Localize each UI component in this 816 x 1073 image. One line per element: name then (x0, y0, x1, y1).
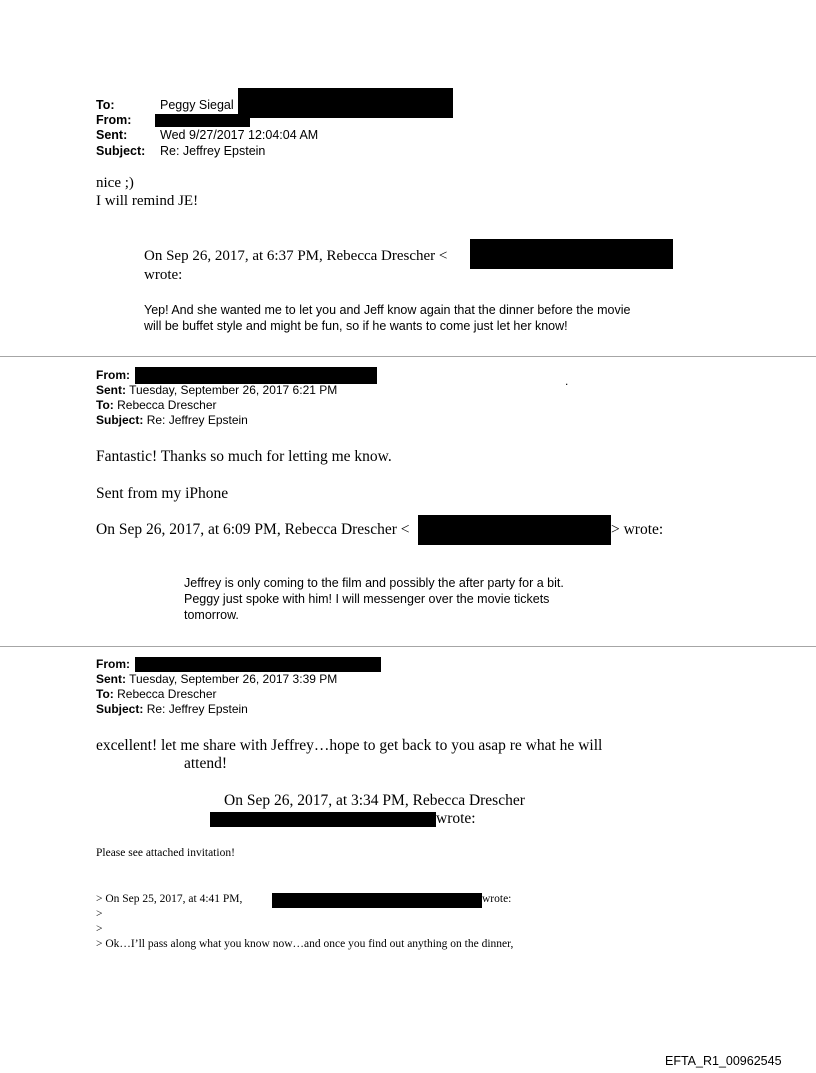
quoted-line: > (96, 923, 103, 935)
quoted-line: > Ok…I’ll pass along what you know now…and once you find out anything on the dinner, (96, 938, 514, 950)
to-value: Peggy Siegal (160, 98, 234, 112)
redaction-box (418, 515, 611, 545)
body-text: nice ;) (96, 175, 134, 191)
from-label: From: (96, 113, 132, 127)
divider (0, 646, 816, 647)
quoted-message: Please see attached invitation! (96, 847, 235, 859)
sent-line: Sent: Tuesday, September 26, 2017 6:21 PM (96, 383, 338, 397)
quote-header: wrote: (144, 267, 183, 283)
document-id: EFTA_R1_00962545 (665, 1054, 782, 1068)
redaction-box (470, 239, 673, 269)
from-label: From: (96, 368, 130, 382)
from-label: From: (96, 657, 130, 671)
redaction-box (210, 812, 436, 827)
stray-dot: . (565, 374, 569, 388)
quoted-message: Peggy just spoke with him! I will messenger over the movie tickets (184, 592, 550, 606)
quoted-message: tomorrow. (184, 608, 239, 622)
redaction-box (135, 657, 381, 672)
redaction-box (272, 893, 482, 908)
quote-header: On Sep 26, 2017, at 6:09 PM, Rebecca Drescher < (96, 521, 410, 538)
to-line: To: Rebecca Drescher (96, 398, 217, 412)
sent-label: Sent: (96, 128, 128, 142)
sent-line: Sent: Tuesday, September 26, 2017 3:39 PM (96, 672, 338, 686)
redaction-box (135, 367, 377, 384)
subject-line: Subject: Re: Jeffrey Epstein (96, 702, 248, 716)
subject-label: Subject: (96, 144, 146, 158)
quoted-line: > (96, 908, 103, 920)
body-text: Sent from my iPhone (96, 485, 229, 502)
body-text: excellent! let me share with Jeffrey…hope to get back to you asap re what he will (96, 737, 603, 754)
body-text: Fantastic! Thanks so much for letting me know. (96, 448, 392, 465)
quote-header: On Sep 26, 2017, at 6:37 PM, Rebecca Drescher < (144, 248, 448, 264)
quote-header: On Sep 26, 2017, at 3:34 PM, Rebecca Drescher (224, 792, 525, 809)
quoted-message: will be buffet style and might be fun, so if he wants to come just let her know! (144, 319, 568, 333)
subject-value: Re: Jeffrey Epstein (160, 144, 266, 158)
sent-value: Wed 9/27/2017 12:04:04 AM (160, 128, 319, 142)
quoted-line: > On Sep 25, 2017, at 4:41 PM, (96, 893, 243, 905)
body-text: I will remind JE! (96, 193, 199, 209)
quoted-message: Jeffrey is only coming to the film and possibly the after party for a bit. (184, 576, 564, 590)
redaction-box (155, 114, 250, 127)
redaction-box (238, 88, 453, 118)
to-line: To: Rebecca Drescher (96, 687, 217, 701)
quote-header: wrote: (436, 810, 476, 827)
quoted-line: wrote: (482, 893, 512, 905)
divider (0, 356, 816, 357)
quoted-message: Yep! And she wanted me to let you and Jeff know again that the dinner before the movie (144, 303, 631, 317)
to-label: To: (96, 98, 115, 112)
quote-header: > wrote: (611, 521, 664, 538)
subject-line: Subject: Re: Jeffrey Epstein (96, 413, 248, 427)
body-text: attend! (184, 755, 228, 772)
